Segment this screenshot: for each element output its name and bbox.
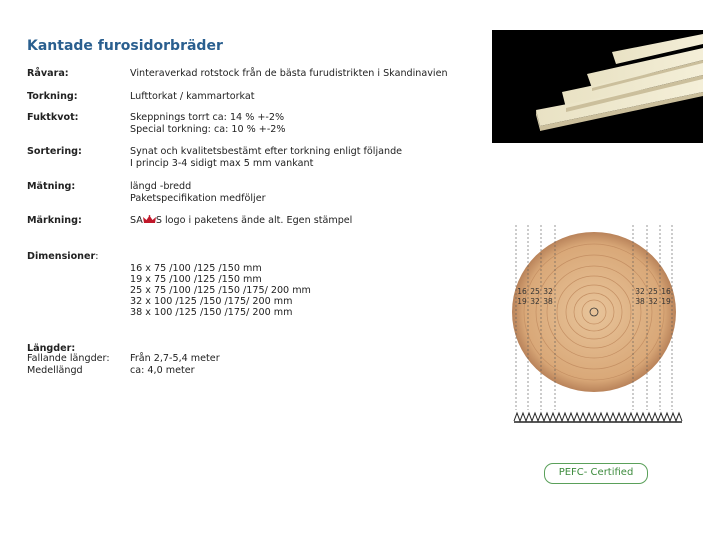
markning-post: S logo i paketens ände alt. Egen stämpel — [155, 215, 353, 226]
spec-label: Sortering: — [27, 146, 82, 157]
spec-value — [130, 181, 266, 205]
cut-label: 25 — [530, 287, 540, 296]
dimension-row: 38 x 100 /125 /150 /175/ 200 mm — [130, 307, 293, 318]
spec-value-line: I princip 3-4 sidigt max 5 mm vankant — [130, 158, 314, 169]
dimensions-colon: : — [95, 251, 99, 262]
cut-label: 19 — [517, 297, 527, 306]
log-cross-section — [510, 225, 690, 430]
spec-value: Lufttorkat / kammartorkat — [130, 91, 255, 102]
spec-label: Märkning: — [27, 215, 82, 226]
lengths-value: Från 2,7-5,4 meter — [130, 353, 220, 364]
page-title: Kantade furosidorbräder — [27, 38, 223, 54]
cut-label: 16 — [661, 287, 671, 296]
spec-value-line: Synat och kvalitetsbestämt efter torkning enligt följande — [130, 146, 403, 157]
spec-value — [130, 215, 352, 227]
cut-label: 32 — [648, 297, 658, 306]
log-face — [512, 232, 676, 392]
dimension-row: 32 x 100 /125 /150 /175/ 200 mm — [130, 296, 293, 307]
cut-label: 32 — [635, 287, 645, 296]
dimension-row: 25 x 75 /100 /125 /150 /175/ 200 mm — [130, 285, 311, 296]
dimension-row: 19 x 75 /100 /125 /150 mm — [130, 274, 262, 285]
dimensions-label: Dimensioner — [27, 251, 96, 262]
spec-label: Fuktkvot: — [27, 112, 79, 123]
sawlog-crown-logo — [143, 215, 156, 224]
dimensions-list — [130, 263, 311, 318]
lengths-label: Fallande längder: — [27, 353, 110, 364]
spec-label: Torkning: — [27, 91, 78, 102]
spec-value — [130, 112, 286, 136]
dimensions-label-wrap — [27, 251, 98, 263]
log-diagram — [510, 225, 690, 430]
spec-value-line: Skeppnings torrt ca: 14 % +-2% — [130, 112, 285, 123]
lengths-label: Medellängd — [27, 365, 83, 376]
cut-label: 32 — [543, 287, 553, 296]
cut-label: 25 — [648, 287, 658, 296]
spec-label: Råvara: — [27, 68, 69, 79]
spec-value-line: Paketspecifikation medföljer — [130, 193, 266, 204]
dimension-row: 16 x 75 /100 /125 /150 mm — [130, 263, 262, 274]
boards-image — [492, 30, 703, 143]
cut-label: 19 — [661, 297, 671, 306]
saw-blade-icon — [514, 413, 682, 421]
cut-label: 32 — [530, 297, 540, 306]
cut-label: 38 — [635, 297, 645, 306]
spec-value: Vinteraverkad rotstock från de bästa furudistrikten i Skandinavien — [130, 68, 448, 79]
spec-value — [130, 146, 402, 170]
spec-value-line: längd -bredd — [130, 181, 192, 192]
pefc-certified-badge: PEFC- Certified — [544, 463, 648, 484]
markning-pre: SA — [130, 215, 143, 226]
spec-value-line: Special torkning: ca: 10 % +-2% — [130, 124, 286, 135]
boards-photo — [492, 30, 703, 143]
lengths-value: ca: 4,0 meter — [130, 365, 195, 376]
cut-label: 38 — [543, 297, 553, 306]
spec-label: Mätning: — [27, 181, 76, 192]
lengths-heading: Längder: — [27, 343, 76, 354]
cut-label: 16 — [517, 287, 527, 296]
